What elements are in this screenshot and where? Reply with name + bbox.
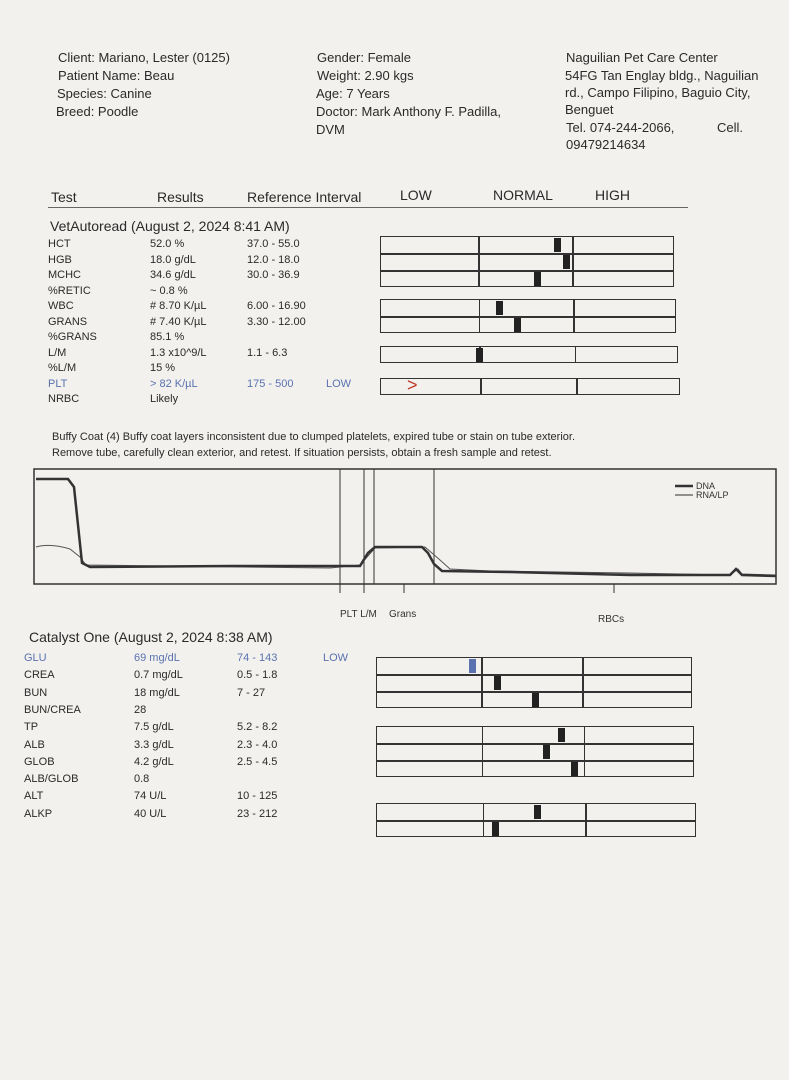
marker-wbc (496, 301, 503, 315)
low-normal-divider (482, 727, 484, 776)
label-grans: Grans (389, 609, 417, 620)
marker-tp (558, 728, 565, 742)
test-name: NRBC (48, 393, 80, 405)
test-name: %GRANS (48, 331, 97, 343)
normal-high-divider (584, 727, 586, 776)
col-results: Results (157, 189, 204, 205)
gender: Gender: Female (317, 50, 411, 65)
doctor-name: Doctor: Mark Anthony F. Padilla, (316, 104, 501, 119)
gauge-row-separator (381, 316, 675, 318)
patient-name: Patient Name: Beau (58, 68, 175, 83)
test-name: TP (24, 721, 39, 734)
marker-glu (469, 659, 476, 673)
marker-bun (532, 693, 539, 707)
result-value: 52.0 % (150, 238, 185, 250)
test-name: ALB/GLOB (24, 773, 79, 786)
result-value: # 7.40 K/µL (150, 315, 207, 328)
test-name: CREA (24, 669, 55, 682)
vet-gauge-group-2 (380, 299, 676, 333)
result-value: 40 U/L (134, 807, 167, 820)
header-rule (48, 207, 688, 208)
marker-alb (543, 745, 550, 759)
marker-hct (554, 238, 561, 252)
reference-interval: 74 - 143 (237, 652, 278, 664)
normal-high-divider (575, 347, 577, 362)
test-name: GRANS (48, 315, 88, 328)
cat-gauge-group-3 (376, 803, 696, 837)
client-name: Client: Mariano, Lester (0125) (58, 50, 230, 65)
age: Age: 7 Years (316, 86, 390, 101)
result-value: 34.6 g/dL (150, 269, 196, 281)
doctor-title: DVM (316, 122, 345, 137)
retest-note: Remove tube, carefully clean exterior, and retest. If situation persists, obtain a fresh sample and retest. (52, 447, 552, 459)
test-name: HCT (48, 238, 71, 250)
clinic-cell-number: 09479214634 (566, 137, 646, 152)
rna-lp-trace (36, 545, 776, 575)
marker-alt (534, 805, 541, 819)
test-name: BUN/CREA (24, 703, 81, 716)
gauge-row-separator (377, 743, 693, 745)
col-reference: Reference Interval (247, 189, 362, 205)
vet-gauge-group-4 (380, 375, 680, 395)
marker-hgb (563, 255, 570, 269)
dna-trace (36, 479, 776, 576)
test-name: BUN (24, 686, 48, 699)
marker-plt-below-range: > (407, 375, 418, 395)
reference-interval: 30.0 - 36.9 (247, 269, 300, 281)
breed: Breed: Poodle (56, 104, 139, 119)
vet-gauge-group-3 (380, 346, 678, 363)
test-name: WBC (48, 300, 74, 312)
test-name: GLOB (24, 755, 55, 768)
result-value: Likely (150, 393, 179, 405)
test-name: HGB (48, 253, 72, 266)
result-value: 18 mg/dL (134, 686, 180, 699)
result-value: 15 % (150, 362, 176, 374)
label-rbcs: RBCs (598, 614, 625, 625)
marker-mchc (534, 272, 541, 286)
reference-interval: 10 - 125 (237, 790, 278, 803)
reference-interval: 5.2 - 8.2 (237, 721, 278, 734)
col-high: HIGH (595, 187, 630, 203)
test-name: ALB (24, 738, 45, 751)
clinic-address-1: 54FG Tan Englay bldg., Naguilian (565, 68, 759, 83)
cat-gauge-group-1 (376, 657, 692, 708)
reference-interval: 7 - 27 (237, 686, 266, 699)
marker-alkp (492, 822, 499, 836)
catalyst-title: Catalyst One (August 2, 2024 8:38 AM) (29, 629, 273, 645)
test-name: %RETIC (48, 284, 91, 297)
vet-gauge-group-1 (380, 236, 674, 287)
result-value: 85.1 % (150, 331, 185, 343)
gauge-row-separator (377, 820, 695, 822)
result-value: 3.3 g/dL (134, 738, 174, 751)
result-value: 0.8 (134, 773, 150, 786)
reference-interval: 12.0 - 18.0 (247, 253, 300, 266)
test-name: ALT (24, 790, 44, 803)
clinic-name: Naguilian Pet Care Center (566, 50, 718, 65)
reference-interval: 2.5 - 4.5 (237, 755, 278, 768)
normal-high-divider (572, 237, 574, 286)
result-value: 0.7 mg/dL (134, 669, 183, 682)
clinic-phone: Tel. 074-244-2066, (566, 120, 675, 135)
flag-label: LOW (323, 652, 349, 664)
clinic-address-3: Benguet (565, 102, 614, 117)
reference-interval: 2.3 - 4.0 (237, 738, 278, 751)
result-value: 28 (134, 703, 147, 716)
result-value: 69 mg/dL (134, 652, 180, 664)
col-low: LOW (400, 187, 432, 203)
result-value: 1.3 x10^9/L (150, 346, 207, 359)
test-name: MCHC (48, 269, 81, 281)
test-name: PLT (48, 377, 68, 390)
buffy-coat-histogram (30, 465, 785, 625)
reference-interval: 1.1 - 6.3 (247, 346, 288, 359)
clinic-cell-label: Cell. (717, 120, 744, 135)
label-plt-lm: PLT L/M (340, 609, 377, 620)
col-test: Test (51, 189, 77, 205)
test-name: %L/M (48, 362, 77, 374)
test-name: L/M (48, 346, 67, 359)
result-value: 4.2 g/dL (134, 755, 174, 768)
normal-high-divider (582, 658, 584, 707)
result-value: 7.5 g/dL (134, 721, 174, 734)
result-value: # 8.70 K/µL (150, 300, 207, 312)
result-value: ~ 0.8 % (150, 284, 188, 297)
col-normal: NORMAL (493, 187, 553, 203)
marker-l-m (476, 348, 483, 362)
buffy-coat-note: Buffy Coat (4) Buffy coat layers inconsistent due to clumped platelets, expired tube or stain on tube exterior. (52, 431, 575, 443)
flag-label: LOW (326, 377, 352, 390)
low-normal-divider (478, 237, 480, 286)
marker-grans (514, 318, 521, 332)
reference-interval: 0.5 - 1.8 (237, 669, 278, 682)
reference-interval: 175 - 500 (247, 377, 294, 390)
result-value: 18.0 g/dL (150, 253, 196, 266)
marker-crea (494, 676, 501, 690)
gauge-row-separator (381, 253, 673, 255)
reference-interval: 6.00 - 16.90 (247, 300, 306, 312)
result-value: > 82 K/µL (150, 377, 198, 390)
clinic-address-2: rd., Campo Filipino, Baguio City, (565, 85, 751, 100)
marker-glob (571, 762, 578, 776)
species: Species: Canine (57, 86, 152, 101)
result-value: 74 U/L (134, 790, 167, 803)
legend-rnalp: RNA/LP (696, 490, 729, 500)
reference-interval: 23 - 212 (237, 807, 278, 820)
normal-high-divider (576, 379, 578, 394)
reference-interval: 37.0 - 55.0 (247, 238, 300, 250)
gauge-row-separator (377, 760, 693, 762)
low-normal-divider (480, 379, 482, 394)
weight: Weight: 2.90 kgs (317, 68, 414, 83)
gauge-row-separator (377, 674, 691, 676)
gauge-row-separator (381, 270, 673, 272)
low-normal-divider (481, 658, 483, 707)
legend-dna: DNA (696, 481, 716, 491)
cat-gauge-group-2 (376, 726, 694, 777)
reference-interval: 3.30 - 12.00 (247, 315, 306, 328)
vetautoread-title: VetAutoread (August 2, 2024 8:41 AM) (50, 218, 290, 234)
test-name: GLU (24, 652, 47, 664)
test-name: ALKP (24, 807, 53, 820)
